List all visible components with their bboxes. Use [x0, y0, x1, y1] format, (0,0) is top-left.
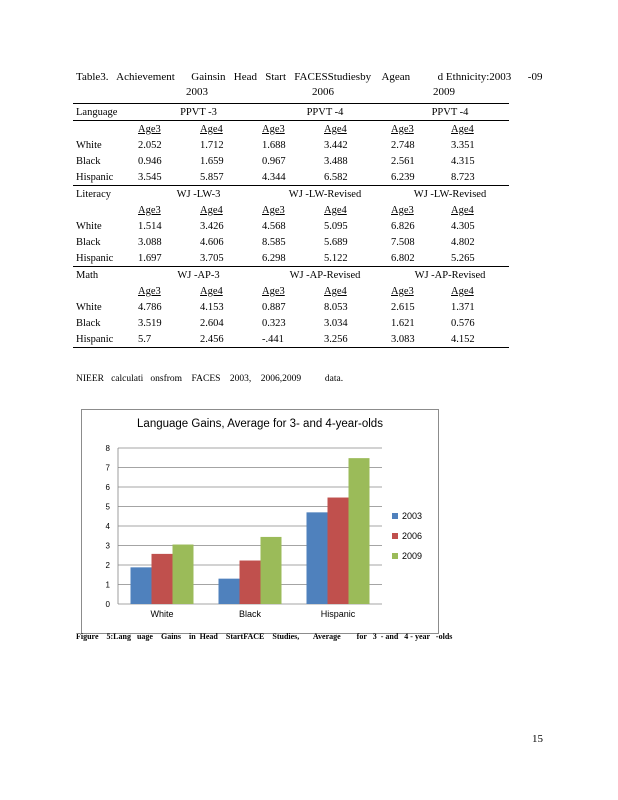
age-label: Age4 [451, 204, 474, 216]
y-tick-label: 0 [105, 600, 110, 609]
section-header-row [73, 267, 509, 284]
legend-swatch [392, 553, 398, 559]
table-cell: 2.615 [391, 301, 415, 313]
table-cell: 5.095 [324, 220, 348, 232]
table-cell: 8.053 [324, 301, 348, 313]
table-caption: Table3. Achievement Gainsin Head Start FACESStudiesby Agean d Ethnicity:2003 -09 [76, 71, 543, 83]
group-label: Black [76, 155, 101, 167]
table-cell: 1.659 [200, 155, 224, 167]
table-cell: 5.857 [200, 171, 224, 183]
test-name: WJ -AP-Revised [388, 267, 509, 284]
table-cell: 3.351 [451, 139, 475, 151]
table-cell: 6.239 [391, 171, 415, 183]
year-header-2009: 2009 [433, 86, 455, 98]
y-tick-label: 8 [105, 444, 110, 453]
table-row [73, 234, 509, 250]
legend-label: 2003 [402, 511, 423, 521]
group-label: Hispanic [76, 252, 114, 264]
section-header-row [73, 186, 509, 203]
table-row [73, 250, 509, 267]
test-name: WJ -AP-3 [135, 267, 259, 284]
chart-legend [392, 506, 422, 566]
legend-item [392, 546, 422, 566]
year-header-2003: 2003 [186, 86, 208, 98]
table-cell: 4.315 [451, 155, 475, 167]
table-cell: 1.621 [391, 317, 415, 329]
test-name: WJ -LW-3 [135, 186, 259, 203]
x-tick-label: Hispanic [320, 609, 356, 619]
test-name: WJ -LW-Revised [388, 186, 509, 203]
bar-2003-black [219, 579, 240, 604]
age-label: Age4 [324, 285, 347, 297]
section-label: Math [73, 267, 135, 284]
table-cell: 2.456 [197, 331, 259, 348]
table-cell: 8.723 [451, 171, 475, 183]
section-header-row [73, 104, 509, 121]
bar-2009-black [261, 537, 282, 604]
bar-2009-hispanic [349, 458, 370, 604]
table-cell: 8.585 [262, 236, 286, 248]
group-label: Black [76, 317, 101, 329]
age-label: Age4 [200, 204, 223, 216]
table-cell: 2.604 [200, 317, 224, 329]
y-tick-label: 2 [105, 561, 110, 570]
table-cell: 0.946 [138, 155, 162, 167]
age-label: Age4 [200, 123, 223, 135]
group-label: White [76, 301, 102, 313]
table-cell: 6.826 [391, 220, 415, 232]
age-label: Age4 [324, 204, 347, 216]
age-label: Age3 [391, 285, 414, 297]
age-label: Age4 [200, 285, 223, 297]
age-label: Age3 [391, 204, 414, 216]
table-cell: 5.7 [135, 331, 197, 348]
figure-caption: Figure 5:Lang uage Gains in Head StartFACE Studies, Average for 3 - and 4 - year -olds [76, 632, 453, 641]
test-name: PPVT -3 [135, 104, 259, 121]
table-row [73, 153, 509, 169]
section-label: Language [73, 104, 135, 121]
table-cell: 0.323 [262, 317, 286, 329]
table-cell: 1.697 [138, 252, 162, 264]
legend-item [392, 526, 422, 546]
y-tick-label: 6 [105, 483, 110, 492]
test-name: WJ -AP-Revised [259, 267, 388, 284]
age-label: Age3 [262, 285, 285, 297]
test-name: WJ -LW-Revised [259, 186, 388, 203]
table-cell: 6.802 [391, 252, 415, 264]
age-label: Age4 [451, 285, 474, 297]
bar-2006-black [240, 561, 261, 604]
bar-2003-white [131, 567, 152, 604]
table-cell: 4.786 [138, 301, 162, 313]
y-tick-label: 4 [105, 522, 110, 531]
table-cell: 3.426 [200, 220, 224, 232]
achievement-gains-table [73, 103, 509, 348]
table-cell: 4.606 [200, 236, 224, 248]
table-cell: 3.442 [324, 139, 348, 151]
x-tick-label: White [150, 609, 174, 619]
age-label: Age4 [451, 123, 474, 135]
table-cell: 3.083 [388, 331, 448, 348]
table-cell: 4.344 [262, 171, 286, 183]
test-name: PPVT -4 [388, 104, 509, 121]
table-cell: 0.967 [262, 155, 286, 167]
table-cell: 3.705 [200, 252, 224, 264]
age-label: Age3 [138, 123, 161, 135]
bar-2006-white [152, 554, 173, 604]
group-label: White [76, 139, 102, 151]
table-cell: 4.305 [451, 220, 475, 232]
table-cell: 4.802 [451, 236, 475, 248]
age-header-row [73, 121, 509, 138]
table-cell: 1.688 [262, 139, 286, 151]
age-label: Age3 [391, 123, 414, 135]
table-cell: -.441 [259, 331, 321, 348]
table-cell: 1.371 [451, 301, 475, 313]
table-cell: 2.561 [391, 155, 415, 167]
table-cell: 6.582 [324, 171, 348, 183]
table-cell: 4.152 [448, 331, 509, 348]
table-cell: 3.519 [138, 317, 162, 329]
table-row [73, 218, 509, 234]
table-cell: 4.153 [200, 301, 224, 313]
age-label: Age3 [138, 285, 161, 297]
page-number: 15 [532, 733, 543, 745]
group-label: Hispanic [73, 331, 135, 348]
table-cell: 2.748 [391, 139, 415, 151]
bar-2009-white [173, 545, 194, 604]
chart-plot-area [82, 410, 438, 633]
section-label: Literacy [73, 186, 135, 203]
table-cell: 0.576 [451, 317, 475, 329]
table-row [73, 299, 509, 315]
table-cell: 7.508 [391, 236, 415, 248]
age-label: Age3 [262, 123, 285, 135]
table-row [73, 169, 509, 186]
bar-2006-hispanic [328, 498, 349, 604]
table-row [73, 331, 509, 348]
group-label: Black [76, 236, 101, 248]
table-row [73, 315, 509, 331]
age-label: Age4 [324, 123, 347, 135]
y-tick-label: 1 [105, 580, 110, 590]
table-cell: 3.088 [138, 236, 162, 248]
language-gains-chart [81, 409, 439, 634]
table-cell: 1.514 [138, 220, 162, 232]
table-cell: 0.887 [262, 301, 286, 313]
table-cell: 3.256 [321, 331, 388, 348]
group-label: White [76, 220, 102, 232]
y-tick-label: 5 [105, 502, 110, 512]
table-cell: 2.052 [138, 139, 162, 151]
legend-label: 2009 [402, 551, 423, 561]
legend-swatch [392, 513, 398, 519]
age-header-row [73, 202, 509, 218]
age-label: Age3 [138, 204, 161, 216]
chart-title: Language Gains, Average for 3- and 4-year-olds [137, 418, 383, 430]
legend-swatch [392, 533, 398, 539]
table-cell: 5.122 [324, 252, 348, 264]
year-header-2006: 2006 [312, 86, 334, 98]
legend-label: 2006 [402, 531, 423, 541]
table-row [73, 137, 509, 153]
table-cell: 3.545 [138, 171, 162, 183]
group-label: Hispanic [76, 171, 114, 183]
test-name: PPVT -4 [259, 104, 388, 121]
y-tick-label: 7 [105, 463, 110, 473]
table-cell: 5.689 [324, 236, 348, 248]
y-tick-label: 3 [105, 541, 110, 551]
x-tick-label: Black [238, 609, 262, 619]
table-cell: 4.568 [262, 220, 286, 232]
table-cell: 3.034 [324, 317, 348, 329]
age-label: Age3 [262, 204, 285, 216]
table-cell: 6.298 [262, 252, 286, 264]
source-note: NIEER calculati onsfrom FACES 2003, 2006,2009 data. [76, 374, 344, 384]
table-cell: 5.265 [451, 252, 475, 264]
legend-item [392, 506, 422, 526]
table-cell: 1.712 [200, 139, 224, 151]
table-cell: 3.488 [324, 155, 348, 167]
age-header-row [73, 283, 509, 299]
bar-2003-hispanic [307, 512, 328, 604]
